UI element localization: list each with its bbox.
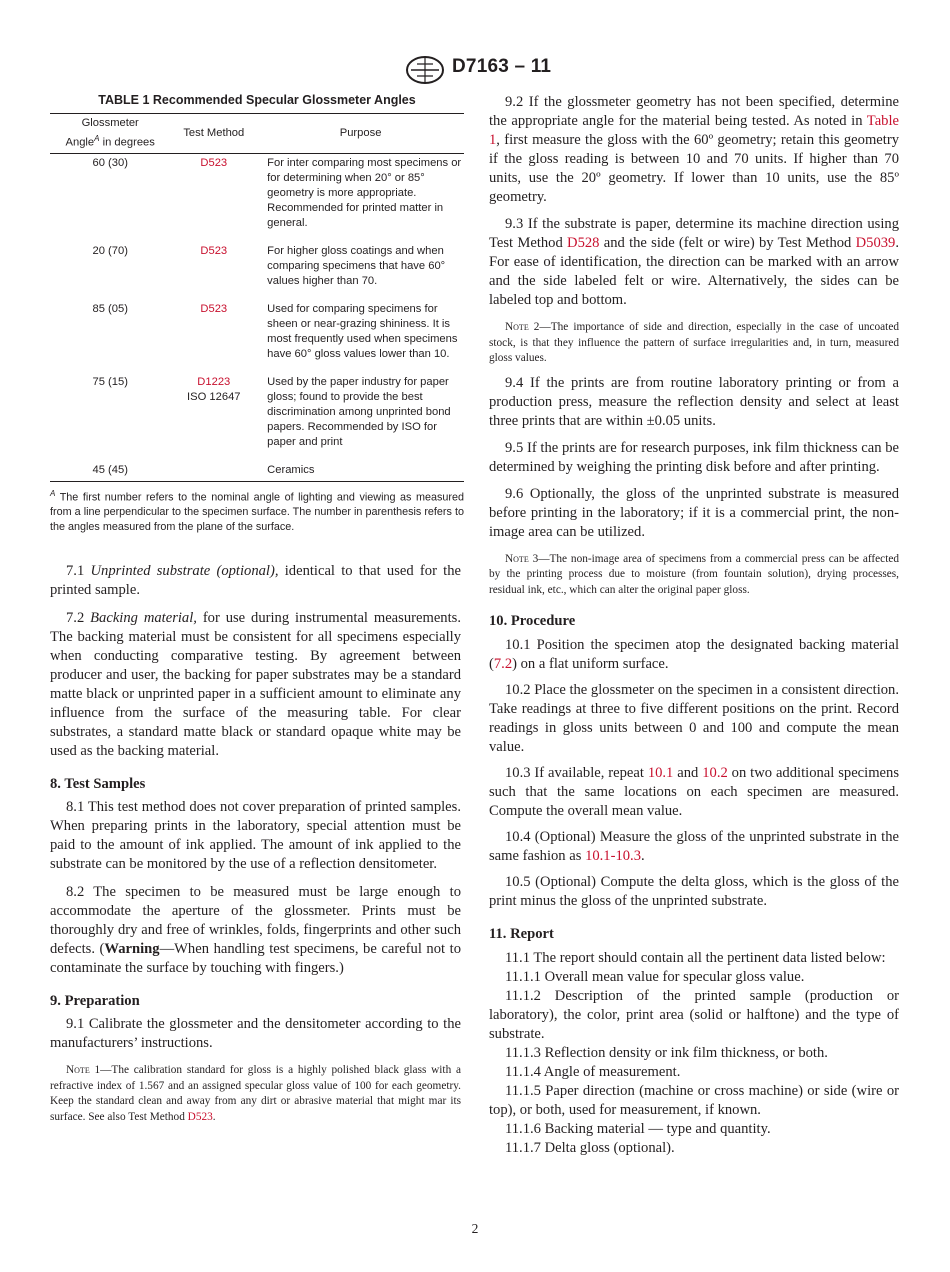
para-9-1: 9.1 Calibrate the glossmeter and the densitometer according to the manufacturers’ instructions.: [50, 1016, 461, 1051]
link-10-2[interactable]: 10.2: [702, 765, 728, 781]
list-item: 11.1.1 Overall mean value for specular gloss value.: [505, 969, 805, 985]
cell-method: [170, 302, 257, 375]
link-d5039[interactable]: D5039: [855, 235, 896, 251]
note-2: Note 2—The importance of side and direction, especially in the case of uncoated stock, is that they influence the pattern of surface irregularities and, in turn, measured gloss values.: [489, 321, 899, 364]
col-header-method: Test Method: [170, 114, 257, 154]
link-table-1[interactable]: Table 1: [489, 113, 899, 148]
table-row: [50, 375, 464, 463]
cell-purpose: Ceramics: [257, 463, 464, 482]
cell-method: [170, 463, 257, 482]
link-7-2[interactable]: 7.2: [493, 656, 513, 672]
link-d1223[interactable]: D1223: [197, 375, 231, 388]
table-row: [50, 302, 464, 375]
note-3: Note 3—The non-image area of specimens from a commercial press can be affected by the printing process due to moisture (from fountain solution), drying processes, residual ink, etc., which can alter the original paper gloss.: [489, 552, 899, 596]
cell-method: [170, 375, 257, 463]
para-10-2: 10.2 Place the glossmeter on the specimen in a consistent direction. Take readings at three to five different positions on the print. Record readings in gloss units between 0 and 100 and compute the mean value.: [489, 682, 899, 755]
section-9-heading: 9. Preparation: [50, 993, 140, 1009]
list-item: 11.1.7 Delta gloss (optional).: [505, 1140, 675, 1156]
cell-angle: 20 (70): [92, 244, 128, 257]
document-id: D7163 – 11: [452, 56, 552, 77]
para-7-2: 7.2 Backing material, for use during instrumental measurements. The backing material must be consistent for all specimens especially when conducting comparative testing. By agreement between producer and user, the backing for paper substrates may be a standard matte black or unprinted paper in a sufficient amount to eliminate any influence from the surface of the measuring table. For clear substrates, a standard matte black or standard opaque white may be used as the backing material.: [50, 610, 461, 759]
cell-angle: 60 (30): [92, 156, 128, 169]
link-d523[interactable]: D523: [200, 302, 228, 315]
para-8-2: 8.2 The specimen to be measured must be large enough to accommodate the aperture of the glossmeter. Prints must be thoroughly dry and free of wrinkles, folds, fingerprints and other such defects. (Warning—When handling test specimens, be careful not to contaminate the surface by touching with fingers.): [50, 884, 461, 976]
table-1: [50, 93, 464, 535]
section-8-heading: 8. Test Samples: [50, 776, 146, 792]
cell-method: [170, 244, 257, 302]
cell-purpose: For higher gloss coatings and when comparing specimens that have 60° values higher than 70.: [267, 244, 446, 287]
table-row: [50, 244, 464, 302]
col-header-angle-line2: Angle: [65, 136, 95, 149]
col-header-angle: [50, 114, 170, 154]
para-7-1: 7.1 Unprinted substrate (optional), identical to that used for the printed sample.: [50, 563, 461, 598]
footnote-mark: A: [50, 488, 56, 498]
para-10-5: 10.5 (Optional) Compute the delta gloss, which is the gloss of the print minus the gloss of the unprinted substrate.: [489, 874, 899, 909]
footnote-text: The first number refers to the nominal angle of lighting and viewing as measured from a line perpendicular to the specimen surface. The number in parenthesis refers to the angles measured from the plane of the surface.: [50, 491, 464, 534]
cell-angle: 45 (45): [50, 463, 170, 482]
right-column: [489, 93, 899, 1158]
glossmeter-angles-table: [50, 113, 464, 482]
link-10-1[interactable]: 10.1: [647, 765, 674, 781]
left-column: [50, 562, 461, 1125]
list-item: 11.1.2 Description of the printed sample (production or laboratory), the color, print area (solid or halftone) and the type of substrate.: [489, 988, 899, 1042]
para-9-4: 9.4 If the prints are from routine laboratory printing or from a production press, measure the reflection density and select at least three prints that are within ±0.05 units.: [489, 374, 899, 429]
table-footnote: [50, 486, 464, 536]
link-d523[interactable]: D523: [200, 244, 228, 257]
cell-angle: 85 (05): [92, 302, 128, 315]
para-9-2: 9.2 If the glossmeter geometry has not been specified, determine the appropriate angle for the material being tested. As noted in Table 1, first measure the gloss with the 60º geometry; retain this geometry if the gloss reading is between 10 and 70 units. If higher than 70 units, use the 20º geometry. If lower than 10 units, use the 85º geometry.: [489, 94, 899, 205]
section-10-heading: 10. Procedure: [489, 613, 576, 629]
para-10-4: 10.4 (Optional) Measure the gloss of the unprinted substrate in the same fashion as 10.1-10.3.: [489, 829, 899, 864]
para-9-6: 9.6 Optionally, the gloss of the unprinted substrate is measured before printing in the laboratory; if it is a commercial print, the non-image area can be utilized.: [489, 485, 899, 540]
table-title: TABLE 1 Recommended Specular Glossmeter Angles: [98, 93, 416, 107]
cell-purpose: Used by the paper industry for paper gloss; found to provide the best discrimination among unprinted bond papers. Recommended by ISO for paper and print: [267, 375, 451, 448]
cell-purpose: Used for comparing specimens for sheen or near-grazing shininess. It is most frequently used when specimens have 60° gloss values lower than 10.: [267, 302, 458, 360]
table-header-row: [50, 114, 464, 154]
list-item: 11.1.4 Angle of measurement.: [505, 1064, 681, 1080]
page-number: 2: [471, 1221, 479, 1236]
col-header-angle-line2b: in degrees: [99, 136, 155, 149]
para-11-1: 11.1 The report should contain all the pertinent data listed below:: [505, 950, 886, 966]
list-item: 11.1.6 Backing material — type and quantity.: [505, 1121, 771, 1137]
link-d528[interactable]: D528: [567, 235, 600, 251]
astm-logo-icon: [405, 55, 445, 85]
link-d523[interactable]: D523: [200, 156, 228, 169]
table-row: [50, 153, 464, 244]
list-item: 11.1.5 Paper direction (machine or cross machine) or side (wire or top), or both, used for measurement, if known.: [489, 1083, 899, 1118]
col-header-footnote-mark: A: [94, 134, 100, 143]
section-11-heading: 11. Report: [489, 926, 554, 942]
cell-angle: 75 (15): [92, 375, 128, 388]
para-8-1: 8.1 This test method does not cover preparation of printed samples. When preparing prints in the laboratory, special attention must be paid to the amount of ink applied. The amount of ink applied to the substrate can be monitored by the use of a reflection densitometer.: [50, 799, 461, 872]
link-d523[interactable]: D523: [187, 1110, 213, 1123]
link-10-1-10-3[interactable]: 10.1-10.3: [585, 848, 642, 864]
para-9-5: 9.5 If the prints are for research purposes, ink film thickness can be determined by weighing the printing disk before and after printing.: [489, 439, 899, 475]
note-1: Note 1—The calibration standard for gloss is a highly polished black glass with a refractive index of 1.567 and an assigned specular gloss value of 100 for each geometry. Keep the standard clean and away from any dirt or abrasive material that might mar its surface. See also Test Method D523.: [50, 1064, 461, 1123]
cell-method: [170, 153, 257, 244]
col-header-angle-line1: Glossmeter: [81, 117, 139, 129]
para-9-3: 9.3 If the substrate is paper, determine its machine direction using Test Method D528 and the side (felt or wire) by Test Method D5039. For ease of identification, the direction can be marked with an arrow and the side labeled felt or wire. Alternatively, the sides can be labeled top and bottom.: [489, 216, 899, 308]
list-item: 11.1.3 Reflection density or ink film thickness, or both.: [505, 1045, 828, 1061]
para-10-3: 10.3 If available, repeat 10.1 and 10.2 on two additional specimens such that the same locations on each specimen are measured. Compute the overall mean value.: [489, 765, 900, 819]
col-header-purpose: Purpose: [257, 114, 464, 154]
table-row: [50, 463, 464, 482]
method-iso: ISO 12647: [187, 390, 241, 403]
para-10-1: 10.1 Position the specimen atop the designated backing material (7.2) on a flat uniform surface.: [489, 637, 899, 672]
cell-purpose: For inter comparing most specimens or for determining when 20° or 85° geometry is more appropriate. Recommended for printed matter in general.: [267, 156, 462, 229]
